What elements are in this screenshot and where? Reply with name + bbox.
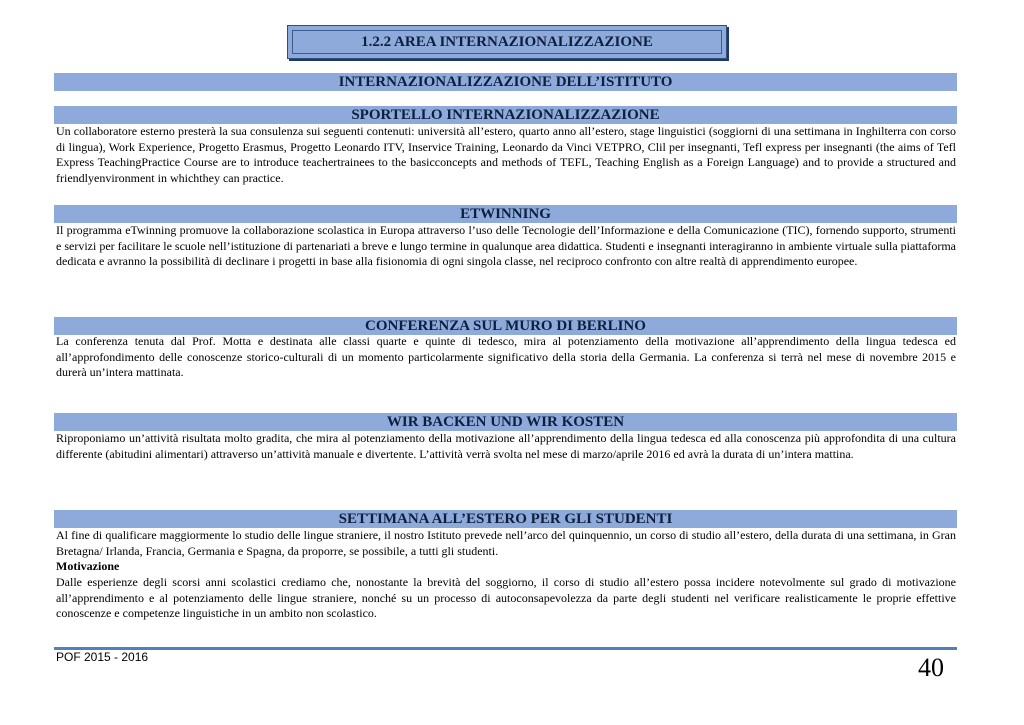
section-title-wir-backen: WIR BACKEN UND WIR KOSTEN: [54, 413, 957, 431]
subheading-motivazione: Motivazione: [56, 559, 120, 573]
section-text-settimana: Al fine di qualificare maggiormente lo studio delle lingue straniere, il nostro Istituto prevede nell’arco del quinquennio, un corso di studio all’estero, della durata di una settimana, in Gran Bretagna/ Irlanda, Francia, Germania e Spagna, da proporre, se possibile, a tutti gli studenti.: [56, 528, 956, 558]
section-text-conferenza: La conferenza tenuta dal Prof. Motta e destinata alle classi quarte e quinte di tedesco, mira al potenziamento della motivazione all’apprendimento della lingua tedesca ed all’approfondimento delle conoscenze storico-culturali di un momento particolarmente significativo della storia della Germania. La conferenza si terrà nel mese di novembre 2015 e durerà un’intera mattinata.: [56, 334, 956, 379]
section-text-wir-backen: Riproponiamo un’attività risultata molto gradita, che mira al potenziamento della motivazione all’apprendimento della lingua tedesca ed alla conoscenza più approfondita di una cultura differente (abitudini alimentari) attraverso un’attività manuale e divertente. L’attività verrà svolta nel mese di marzo/aprile 2016 ed avrà la durata di un’intera mattina.: [56, 431, 956, 461]
section-text-motivazione: Dalle esperienze degli scorsi anni scolastici crediamo che, nonostante la brevità del soggiorno, il corso di studio all’estero possa incidere notevolmente sul grado di motivazione all’apprendimento e al potenziamento delle lingue straniere, nonché su un processo di autoconsapevolezza da parte degli studenti nel verificare realisticamente le proprie effettive conoscenze e competenze linguistiche in un ambito non scolastico.: [56, 575, 956, 620]
section-title-conferenza: CONFERENZA SUL MURO DI BERLINO: [54, 317, 957, 335]
section-title-sportello: SPORTELLO INTERNAZIONALIZZAZIONE: [54, 106, 957, 124]
section-text-sportello: Un collaboratore esterno presterà la sua consulenza sui seguenti contenuti: università all’estero, quarto anno all’estero, stage linguistici (soggiorni di una settimana in Inghilterra con corso di lingua), Work Experience, Progetto Erasmus, Progetto Leonardo ITV, Inservice Training, Leonardo da Vinci VETPRO, Clil per insegnanti, Tefl express per insegnanti (the aims of Tefl Express TeachingPractice Course are to introduce teachertrainees to the basicconcepts and methods of TEFL, Teaching English as a Foreign Language) and to provide a structured and friendlyenvironment in whichthey can practice.: [56, 124, 956, 185]
section-title-etwinning: ETWINNING: [54, 205, 957, 223]
page-number: 40: [918, 653, 944, 682]
section-title-istituto: INTERNAZIONALIZZAZIONE DELL’ISTITUTO: [54, 73, 957, 91]
footer-label: POF 2015 - 2016: [56, 650, 149, 664]
section-text-etwinning: Il programma eTwinning promuove la collaborazione scolastica in Europa attraverso l’uso delle Tecnologie dell’Informazione e della Comunicazione (TIC), fornendo supporto, strumenti e servizi per facilitare le scuole nell’istituzione di partenariati a breve e lungo termine in qualunque area didattica. Studenti e insegnanti interagiranno in ambiente virtuale sulla piattaforma dedicata e avranno la possibilità di declinare i progetti in base alla fisionomia di ogni singola classe, nel reciproco confronto con altre realtà di apprendimento europee.: [56, 223, 956, 268]
page-heading: 1.2.2 AREA INTERNAZIONALIZZAZIONE: [292, 30, 722, 54]
footer-divider: [54, 647, 957, 650]
page-heading-box: [287, 25, 727, 59]
section-title-settimana: SETTIMANA ALL’ESTERO PER GLI STUDENTI: [54, 510, 957, 528]
